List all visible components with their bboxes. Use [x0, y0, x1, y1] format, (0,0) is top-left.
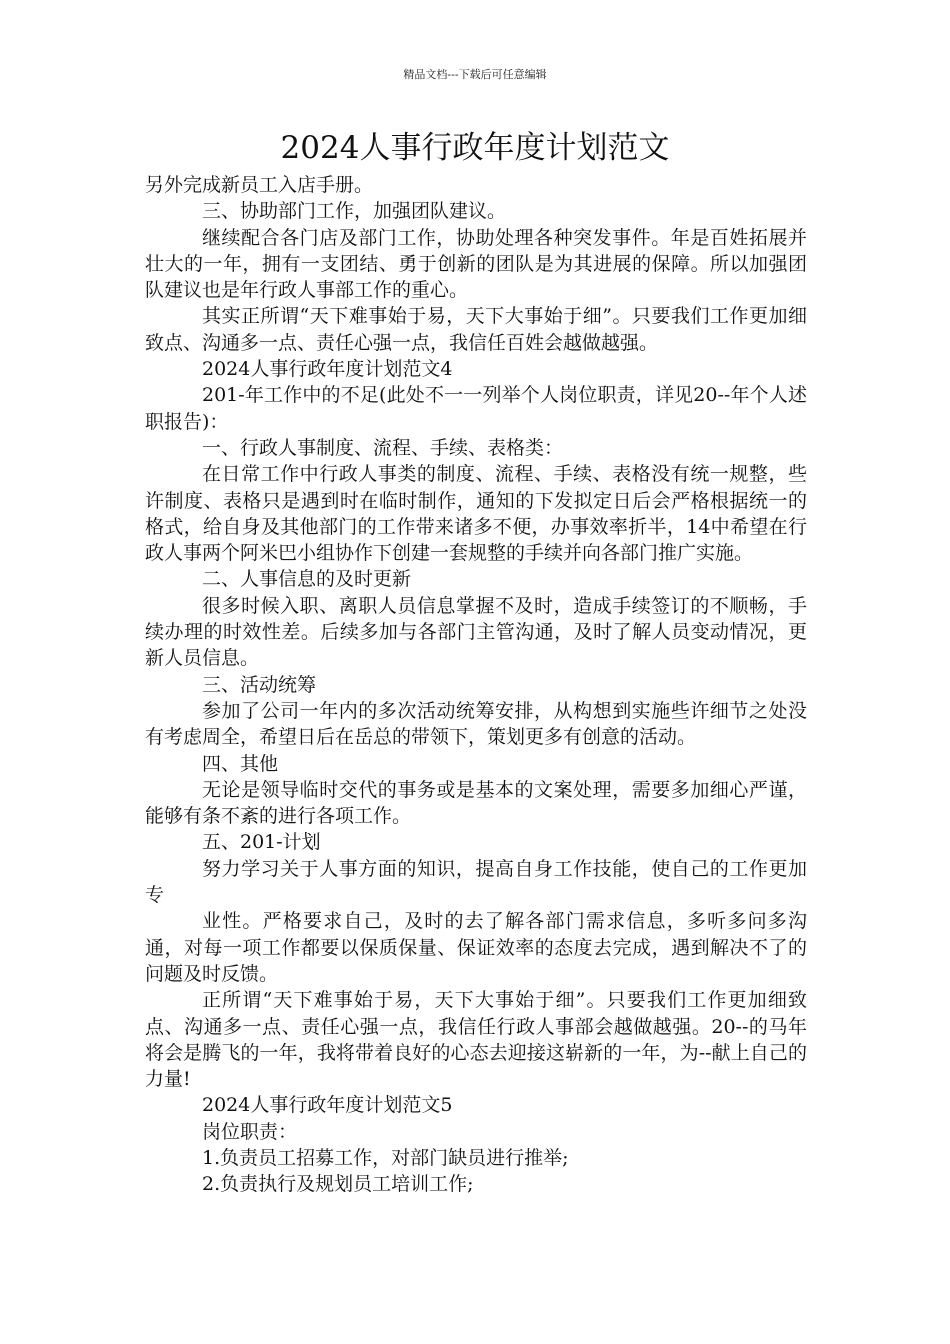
paragraph: 业性。严格要求自己，及时的去了解各部门需求信息，多听多问多沟通，对每一项工作都要以保质保量、保证效率的态度去完成，遇到解决不了的问题及时反馈。 [145, 910, 807, 985]
paragraph: 无论是领导临时交代的事务或是基本的文案处理，需要多加细心严谨，能够有条不紊的进行各项工作。 [145, 778, 807, 828]
section-heading: 三、协助部门工作，加强团队建议。 [202, 200, 507, 223]
paragraph: 继续配合各门店及部门工作，协助处理各种突发事件。年是百姓拓展并壮大的一年，拥有一支团结、勇于创新的团队是为其进展的保障。所以加强团队建议也是年行政人事部工作的重心。 [145, 226, 807, 302]
page-header: 精品文档---下载后可任意编辑 [403, 68, 547, 81]
paragraph: 201-年工作中的不足(此处不一一列举个人岗位职责，详见20--年个人述职报告)： [145, 384, 807, 433]
section-heading: 三、活动统筹 [202, 673, 317, 696]
section-heading: 四、其他 [202, 752, 279, 775]
paragraph: 努力学习关于人事方面的知识，提高自身工作技能，使自己的工作更加专 [145, 857, 807, 907]
paragraph: 参加了公司一年内的多次活动统筹安排，从构想到实施些许细节之处没有考虑周全，希望日后在岳总的带领下，策划更多有创意的活动。 [145, 699, 807, 749]
section-title: 2024人事行政年度计划范文5 [202, 1094, 453, 1117]
document-title: 2024人事行政年度计划范文 [280, 130, 670, 166]
section-heading: 二、人事信息的及时更新 [202, 568, 412, 591]
paragraph: 很多时候入职、离职人员信息掌握不及时，造成手续签订的不顺畅，手续办理的时效性差。后续多加与各部门主管沟通，及时了解人员变动情况，更新人员信息。 [145, 594, 807, 670]
section-heading: 一、行政人事制度、流程、手续、表格类： [202, 436, 564, 459]
list-item: 2.负责执行及规划员工培训工作; [202, 1173, 474, 1196]
paragraph: 正所谓“天下难事始于易，天下大事始于细”。只要我们工作更加细致点、沟通多一点、责任心强一点，我信任行政人事部会越做越强。20--的马年将会是腾飞的一年，我将带着良好的心态去迎接这崭新的一年，为--献上自己的力量! [145, 989, 807, 1091]
list-item: 1.负责员工招募工作，对部门缺员进行推举; [202, 1146, 569, 1169]
document-body [145, 172, 807, 1198]
section-title: 2024人事行政年度计划范文4 [202, 358, 453, 381]
section-heading: 五、201-计划 [202, 831, 321, 854]
paragraph: 另外完成新员工入店手册。 [145, 174, 374, 196]
paragraph: 在日常工作中行政人事类的制度、流程、手续、表格没有统一规整，些许制度、表格只是遇到时在临时制作，通知的下发拟定日后会严格根据统一的格式，给自身及其他部门的工作带来诸多不便，办事效率折半，14中希望在行政人事两个阿米巴小组协作下创建一套规整的手续并向各部门推广实施。 [145, 463, 807, 565]
paragraph: 岗位职责： [202, 1120, 298, 1143]
paragraph: 其实正所谓“天下难事始于易，天下大事始于细”。只要我们工作更加细致点、沟通多一点、责任心强一点，我信任百姓会越做越强。 [145, 305, 807, 354]
